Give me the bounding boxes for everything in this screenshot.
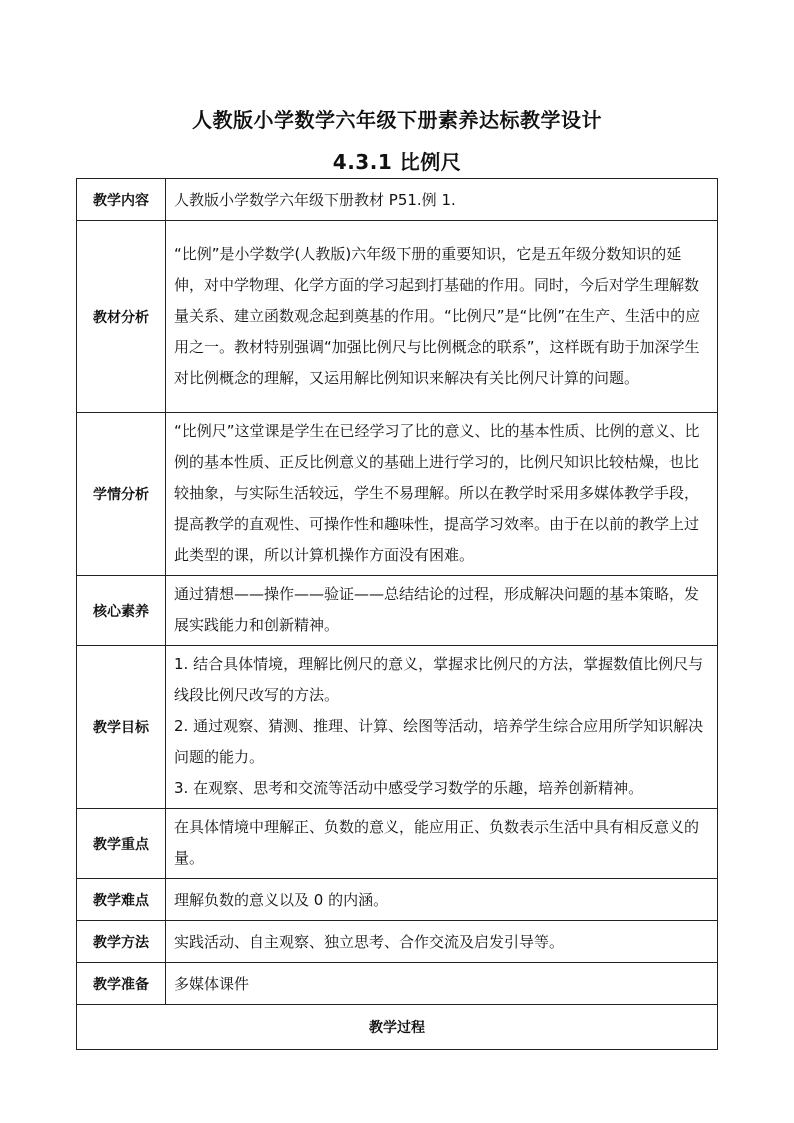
objective-item: 3. 在观察、思考和交流等活动中感受学习数学的乐趣，培养创新精神。 (174, 779, 644, 797)
table-row (77, 879, 718, 921)
row-content: 实践活动、自主观察、独立思考、合作交流及启发引导等。 (166, 921, 718, 963)
row-label: 教学难点 (77, 879, 166, 921)
row-content: “比例”是小学数学(人教版)六年级下册的重要知识，它是五年级分数知识的延伸，对中学物理、化学方面的学习起到打基础的作用。同时，今后对学生理解数量关系、建立函数观念起到奠基的作用。“比例尺”是“比例”在生产、生活中的应用之一。教材特别强调“加强比例尺与比例概念的联系”，这样既有助于加深学生对比例概念的理解，又运用解比例知识来解决有关比例尺计算的问题。 (166, 221, 718, 413)
row-label: 学情分析 (77, 413, 166, 576)
row-content: 通过猜想——操作——验证——总结结论的过程，形成解决问题的基本策略，发展实践能力和创新精神。 (166, 576, 718, 646)
objective-item: 1. 结合具体情境，理解比例尺的意义，掌握求比例尺的方法，掌握数值比例尺与线段比例尺改写的方法。 (174, 655, 704, 704)
row-label: 教材分析 (77, 221, 166, 413)
row-content (166, 646, 718, 809)
row-label: 教学内容 (77, 179, 166, 221)
lesson-plan-table (76, 178, 718, 1050)
row-label: 教学目标 (77, 646, 166, 809)
objective-item: 2. 通过观察、猜测、推理、计算、绘图等活动，培养学生综合应用所学知识解决问题的能力。 (174, 717, 704, 766)
table-row (77, 646, 718, 809)
document-title: 人教版小学数学六年级下册素养达标教学设计 (192, 108, 602, 132)
row-label: 教学准备 (77, 963, 166, 1005)
table-row (77, 963, 718, 1005)
table-row (77, 809, 718, 879)
row-label: 核心素养 (77, 576, 166, 646)
row-content: 人教版小学数学六年级下册教材 P51.例 1. (166, 179, 718, 221)
table-row (77, 413, 718, 576)
process-header: 教学过程 (77, 1005, 718, 1050)
row-label: 教学方法 (77, 921, 166, 963)
lesson-subtitle: 4.3.1 比例尺 (332, 150, 462, 174)
row-content: 在具体情境中理解正、负数的意义，能应用正、负数表示生活中具有相反意义的量。 (166, 809, 718, 879)
row-content: “比例尺”这堂课是学生在已经学习了比的意义、比的基本性质、比例的意义、比例的基本性质、正反比例意义的基础上进行学习的，比例尺知识比较枯燥，也比较抽象，与实际生活较远，学生不易理解。所以在教学时采用多媒体教学手段，提高教学的直观性、可操作性和趣味性，提高学习效率。由于在以前的教学上过此类型的课，所以计算机操作方面没有困难。 (166, 413, 718, 576)
table-row (77, 221, 718, 413)
table-row (77, 921, 718, 963)
row-label: 教学重点 (77, 809, 166, 879)
table-row (77, 179, 718, 221)
row-content: 理解负数的意义以及 0 的内涵。 (166, 879, 718, 921)
table-row (77, 1005, 718, 1050)
row-content: 多媒体课件 (166, 963, 718, 1005)
table-row (77, 576, 718, 646)
